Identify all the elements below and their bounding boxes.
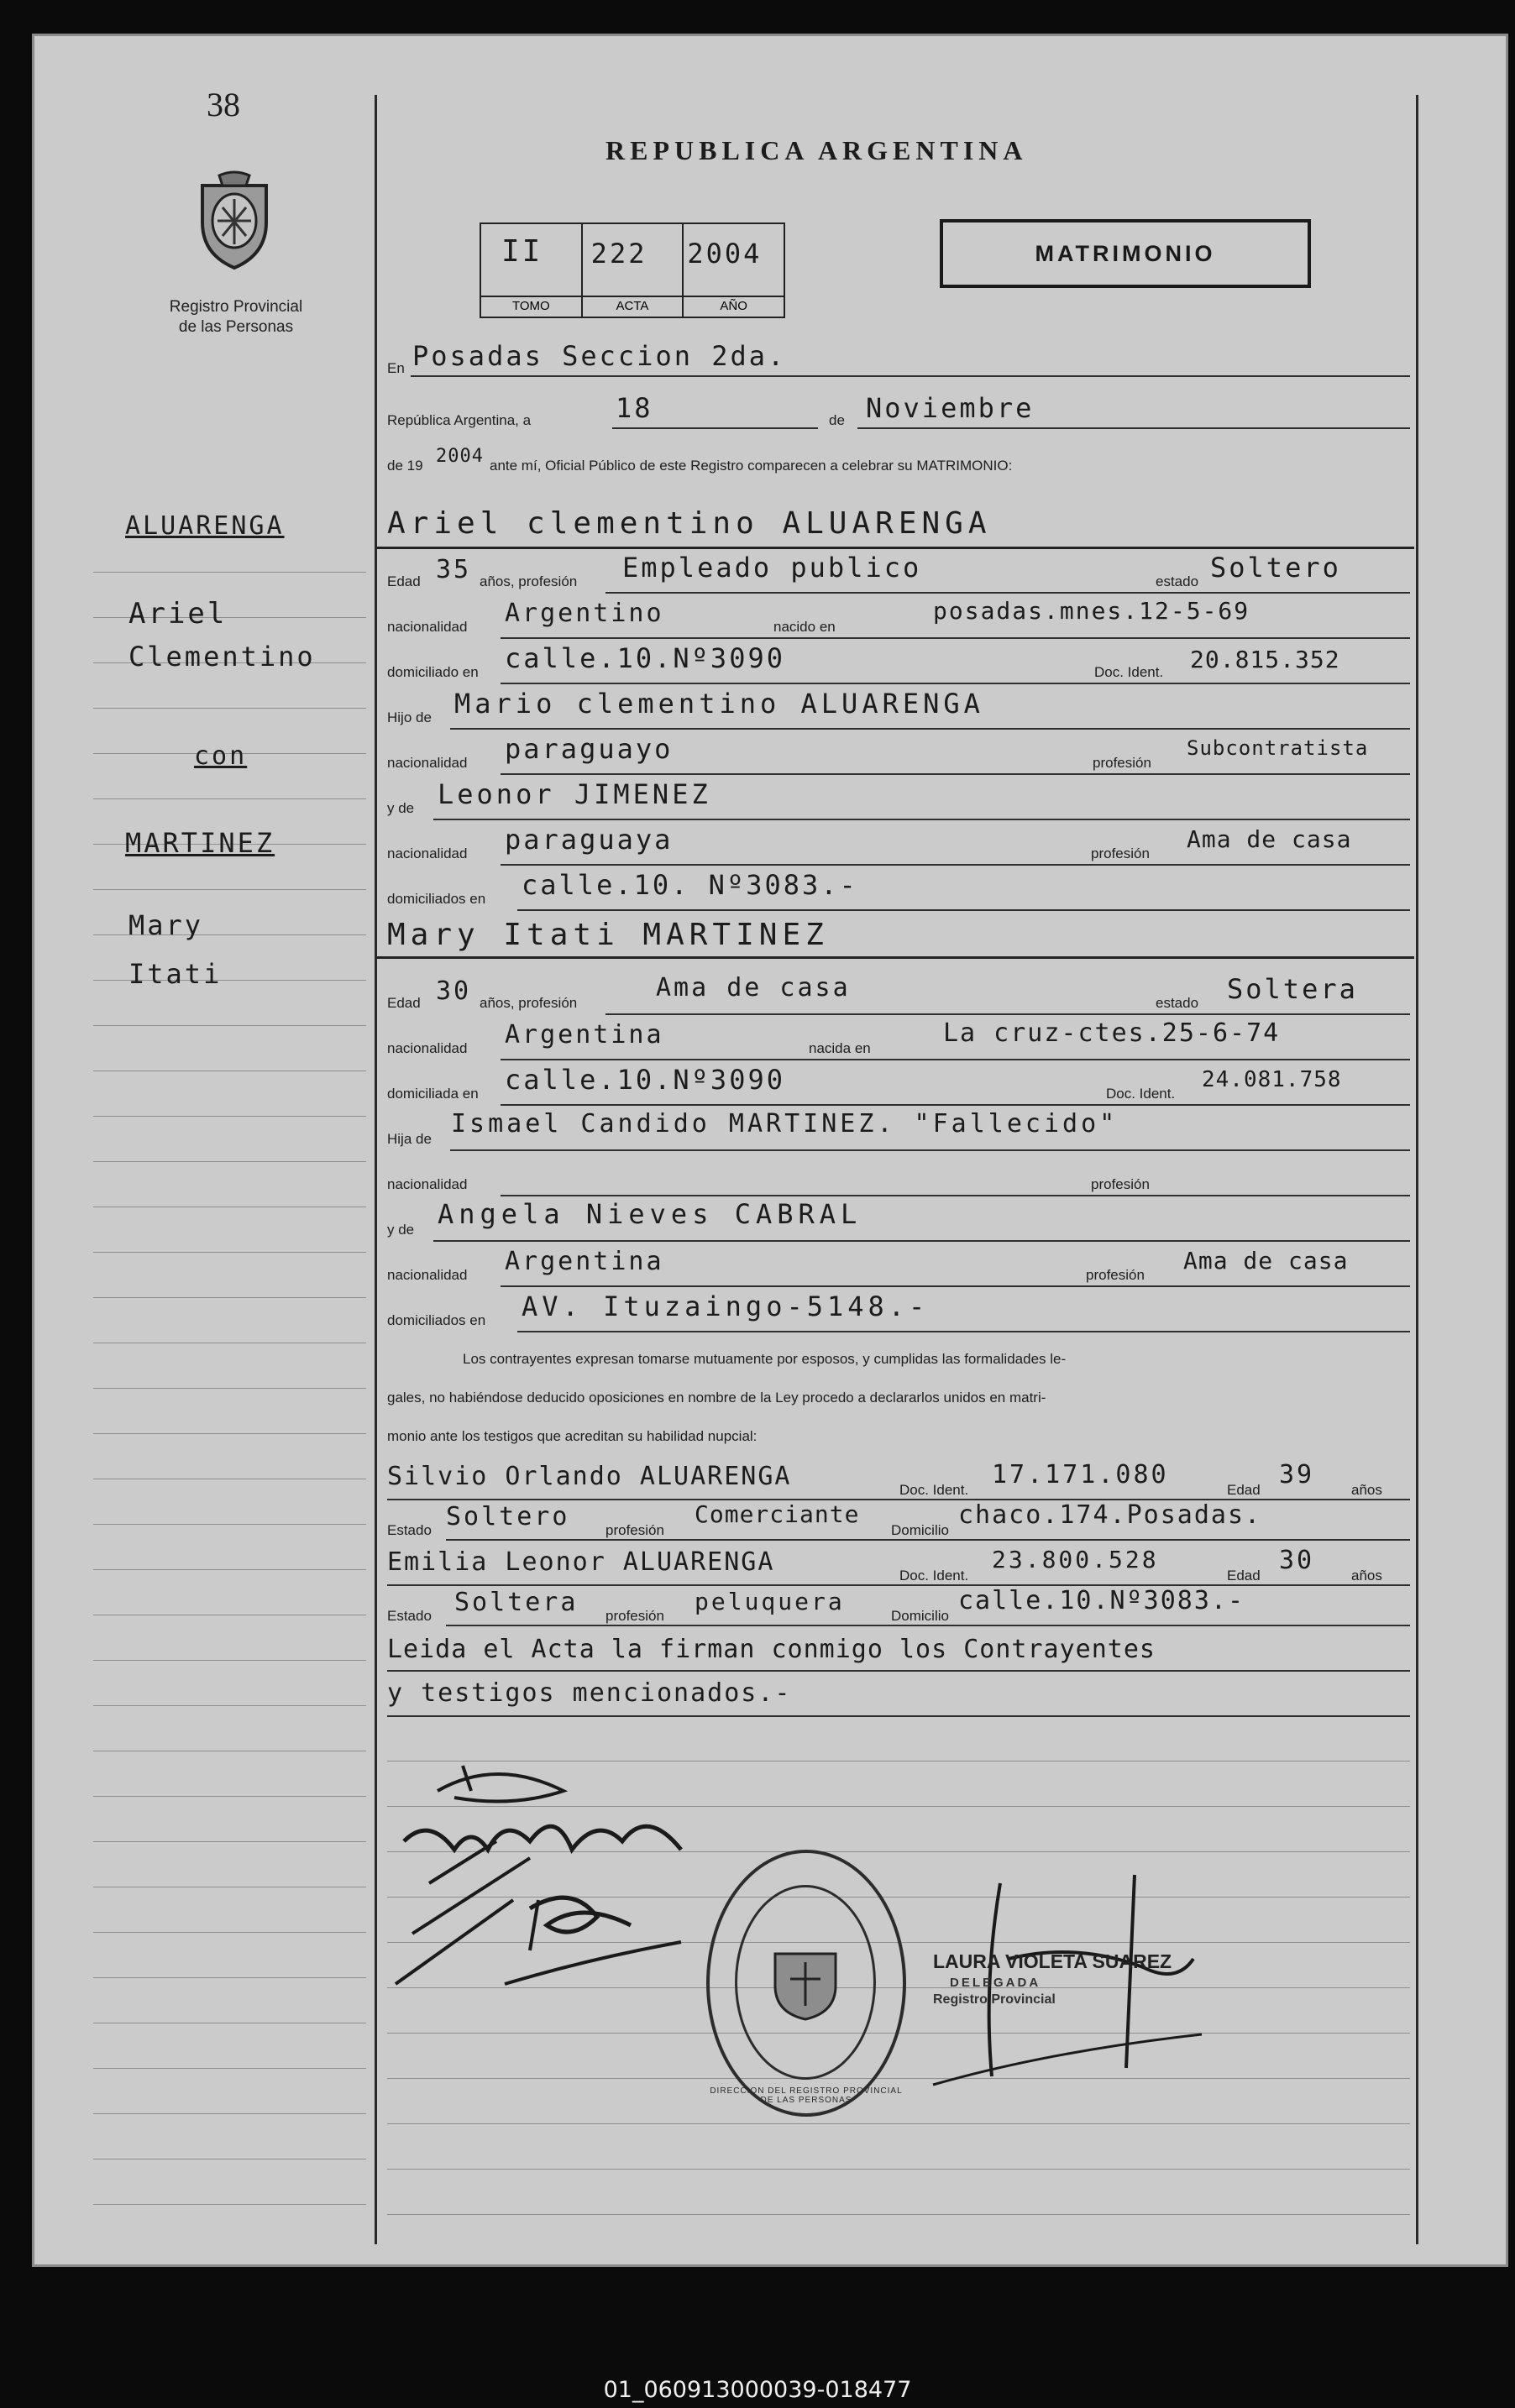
- bride-domicile: calle.10.Nº3090: [505, 1064, 785, 1096]
- bride-doc-label: Doc. Ident.: [1106, 1086, 1176, 1102]
- margin-bride-given1: Mary: [128, 909, 204, 941]
- bride-anos-profesion-label: años, profesión: [480, 995, 578, 1011]
- witness2-estado-label: Estado: [387, 1608, 432, 1624]
- acta-label: ACTA: [583, 296, 683, 313]
- bride-status: Soltera: [1227, 973, 1358, 1005]
- groom-domiciliados-label: domiciliados en: [387, 891, 486, 907]
- stamp-text: DIRECCION DEL REGISTRO PROVINCIAL DE LAS PERSONAS: [710, 2086, 903, 2105]
- bride-age: 30: [436, 976, 472, 1006]
- witness1-status: Soltero: [446, 1502, 570, 1531]
- groom-father: Mario clementino ALUARENGA: [454, 688, 984, 720]
- ante-text: ante mí, Oficial Público de este Registro comparecen a celebrar su MATRIMONIO:: [490, 458, 1013, 474]
- officer-title: DELEGADA: [950, 1976, 1041, 1990]
- country-title: REPUBLICA ARGENTINA: [605, 135, 1028, 165]
- witness2-doc-label: Doc. Ident.: [899, 1568, 969, 1584]
- groom-age: 35: [436, 555, 472, 584]
- groom-birth: posadas.mnes.12-5-69: [933, 597, 1250, 625]
- witness2-edad-label: Edad: [1227, 1568, 1261, 1584]
- bride-nationality: Argentina: [505, 1020, 664, 1050]
- groom-doc-label: Doc. Ident.: [1094, 664, 1164, 680]
- witness1-age: 39: [1279, 1460, 1315, 1489]
- bride-father-nac-label: nacionalidad: [387, 1176, 468, 1192]
- witness2-domicilio-label: Domicilio: [891, 1608, 949, 1624]
- closing-line2: y testigos mencionados.-: [387, 1678, 792, 1708]
- witness1-domicilio-label: Domicilio: [891, 1522, 949, 1538]
- year-value: 2004: [436, 446, 484, 467]
- groom-profession: Empleado publico: [622, 552, 922, 584]
- witness1-edad-label: Edad: [1227, 1482, 1261, 1498]
- bride-name: Mary Itati MARTINEZ: [387, 918, 829, 952]
- bride-mother-prof-label: profesión: [1086, 1267, 1145, 1283]
- witness2-prof-label: profesión: [605, 1608, 664, 1624]
- groom-parents-domicile: calle.10. Nº3083.-: [522, 869, 858, 901]
- groom-doc: 20.815.352: [1190, 646, 1340, 673]
- groom-mother-nationality: paraguaya: [505, 824, 674, 856]
- margin-groom-given2: Clementino: [128, 641, 316, 673]
- record-type-label: MATRIMONIO: [1035, 240, 1216, 266]
- witness2-age: 30: [1279, 1546, 1315, 1575]
- bride-nacionalidad-label: nacionalidad: [387, 1040, 468, 1056]
- witness1-domicile: chaco.174.Posadas.: [958, 1500, 1262, 1530]
- witness2-domicile: calle.10.Nº3083.-: [958, 1586, 1245, 1615]
- witness1-anos-label: años: [1351, 1482, 1382, 1498]
- bride-estado-label: estado: [1156, 995, 1199, 1011]
- declaration-line2: gales, no habiéndose deducido oposiciones en nombre de la Ley procedo a declararlos unidos en matri-: [387, 1390, 1046, 1406]
- witness1-name: Silvio Orlando ALUARENGA: [387, 1462, 792, 1491]
- right-margin-line: [1416, 95, 1418, 2244]
- witness1-profession: Comerciante: [695, 1500, 860, 1528]
- place-value: Posadas Seccion 2da.: [412, 340, 787, 372]
- bride-doc: 24.081.758: [1202, 1067, 1342, 1092]
- witness1-prof-label: profesión: [605, 1522, 664, 1538]
- groom-domicile: calle.10.Nº3090: [505, 642, 785, 674]
- de19-label: de 19: [387, 458, 423, 474]
- left-margin-line: [375, 95, 377, 2244]
- groom-father-nationality: paraguayo: [505, 733, 674, 765]
- groom-yde-label: y de: [387, 800, 415, 816]
- groom-anos-profesion-label: años, profesión: [480, 573, 578, 589]
- witness1-doc: 17.171.080: [992, 1460, 1169, 1489]
- groom-hijo-label: Hijo de: [387, 709, 432, 725]
- witness1-estado-label: Estado: [387, 1522, 432, 1538]
- official-stamp: [706, 1850, 906, 2117]
- groom-edad-label: Edad: [387, 573, 421, 589]
- margin-bride-given2: Itati: [128, 958, 223, 990]
- en-label: En: [387, 360, 405, 376]
- groom-nacionalidad-label: nacionalidad: [387, 619, 468, 635]
- witness2-status: Soltera: [454, 1588, 579, 1617]
- groom-mother: Leonor JIMENEZ: [438, 778, 711, 810]
- bride-yde-label: y de: [387, 1222, 415, 1238]
- declaration-line3: monio ante los testigos que acreditan su habilidad nupcial:: [387, 1428, 758, 1444]
- margin-groom-given1: Ariel: [128, 597, 228, 631]
- witness2-name: Emilia Leonor ALUARENGA: [387, 1547, 775, 1577]
- groom-mother-prof-label: profesión: [1091, 845, 1150, 861]
- groom-status: Soltero: [1210, 552, 1341, 584]
- stamp-emblem-icon: [770, 1945, 841, 2021]
- groom-estado-label: estado: [1156, 573, 1199, 589]
- bride-domiciliados-label: domiciliados en: [387, 1312, 486, 1328]
- registry-subname: de las Personas: [178, 318, 294, 336]
- bride-nacida-label: nacida en: [809, 1040, 871, 1056]
- de-label: de: [829, 412, 845, 428]
- groom-name: Ariel clementino ALUARENGA: [387, 506, 992, 541]
- groom-domiciliado-label: domiciliado en: [387, 664, 479, 680]
- ano-label: AÑO: [684, 296, 784, 313]
- tomo-label: TOMO: [481, 296, 581, 313]
- declaration-line1: Los contrayentes expresan tomarse mutuamente por esposos, y cumplidas las formalidades le-: [463, 1351, 1067, 1367]
- bride-mother: Angela Nieves CABRAL: [438, 1198, 862, 1230]
- margin-groom-surname: ALUARENGA: [125, 511, 285, 541]
- groom-father-prof-label: profesión: [1093, 755, 1151, 771]
- officer-registry: Registro Provincial: [933, 1992, 1056, 2007]
- witness2-doc: 23.800.528: [992, 1546, 1159, 1573]
- margin-bride-surname: MARTINEZ: [125, 827, 275, 859]
- record-number-table: [480, 222, 785, 318]
- registry-name: Registro Provincial: [169, 298, 303, 316]
- witness2-anos-label: años: [1351, 1568, 1382, 1584]
- groom-father-profession: Subcontratista: [1187, 736, 1369, 760]
- bride-edad-label: Edad: [387, 995, 421, 1011]
- bride-mother-nationality: Argentina: [505, 1247, 664, 1276]
- groom-nationality: Argentino: [505, 599, 664, 628]
- bride-mother-profession: Ama de casa: [1183, 1247, 1349, 1275]
- groom-nacido-label: nacido en: [773, 619, 836, 635]
- day-value: 18: [616, 392, 653, 424]
- bride-birth: La cruz-ctes.25-6-74: [943, 1018, 1281, 1048]
- document-id-footer: 01_060913000039-018477: [603, 2377, 912, 2403]
- bride-father-prof-label: profesión: [1091, 1176, 1150, 1192]
- bride-domiciliada-label: domiciliada en: [387, 1086, 479, 1102]
- closing-line1: Leida el Acta la firman conmigo los Contrayentes: [387, 1635, 1156, 1664]
- groom-mother-profession: Ama de casa: [1187, 825, 1352, 853]
- record-type-box: [940, 219, 1311, 288]
- bride-hija-label: Hija de: [387, 1131, 432, 1147]
- acta-value: 222: [590, 238, 647, 270]
- bride-mother-nac-label: nacionalidad: [387, 1267, 468, 1283]
- margin-con: con: [194, 741, 248, 771]
- groom-father-nac-label: nacionalidad: [387, 755, 468, 771]
- officer-name: LAURA VIOLETA SUAREZ: [933, 1950, 1172, 1972]
- certificate-page: [32, 34, 1508, 2267]
- coat-of-arms-emblem: [194, 170, 275, 271]
- page-number: 38: [207, 86, 240, 123]
- bride-profession: Ama de casa: [656, 973, 851, 1002]
- republica-label: República Argentina, a: [387, 412, 532, 428]
- groom-mother-nac-label: nacionalidad: [387, 845, 468, 861]
- month-value: Noviembre: [866, 392, 1035, 424]
- witness2-profession: peluquera: [695, 1588, 845, 1615]
- tomo-value: II: [501, 234, 543, 269]
- witness1-doc-label: Doc. Ident.: [899, 1482, 969, 1498]
- ano-value: 2004: [687, 238, 763, 270]
- bride-father: Ismael Candido MARTINEZ. "Fallecido": [451, 1109, 1119, 1139]
- bride-parents-domicile: AV. Ituzaingo-5148.-: [522, 1290, 930, 1322]
